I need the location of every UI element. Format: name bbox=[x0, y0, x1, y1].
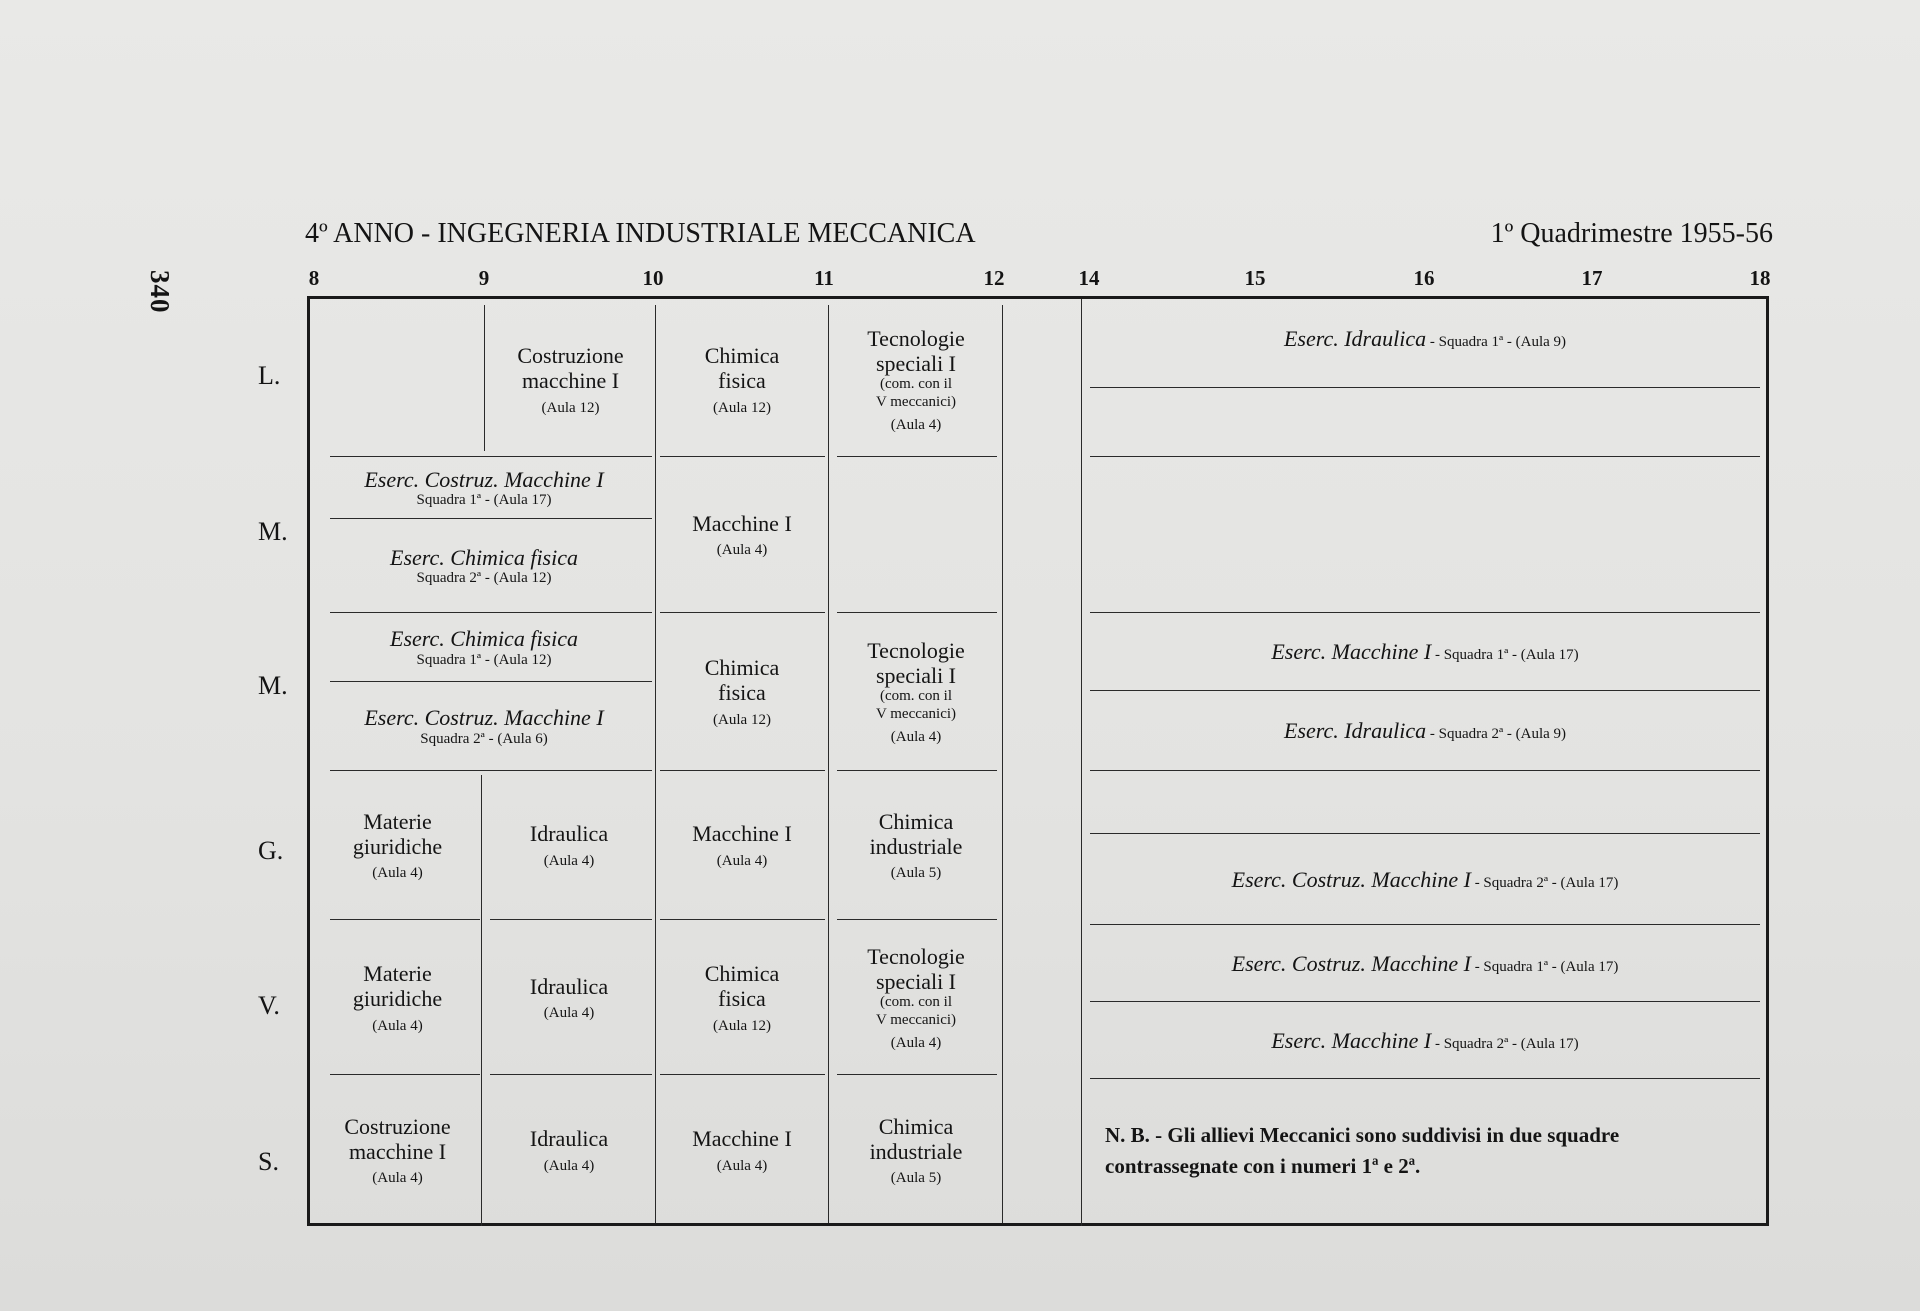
exercise-cell bbox=[1085, 309, 1765, 369]
lesson-subject: Macchine I bbox=[692, 1126, 792, 1152]
lesson-room: (Aula 12) bbox=[541, 399, 600, 416]
grid-line bbox=[1090, 924, 1760, 925]
page-title: 4º ANNO - INGEGNERIA INDUSTRIALE MECCANICA bbox=[305, 218, 976, 249]
exercise-group: Squadra 2ª - (Aula 6) bbox=[420, 730, 548, 747]
day-label-venerdi: V. bbox=[258, 991, 280, 1020]
exercise-cell bbox=[1085, 1004, 1765, 1077]
day-label-lunedi: L. bbox=[258, 361, 281, 390]
grid-line bbox=[1090, 1078, 1760, 1079]
lesson-subject: Chimica bbox=[704, 961, 780, 987]
lesson-cell bbox=[316, 773, 479, 918]
lesson-room: (Aula 5) bbox=[890, 865, 942, 882]
lesson-subject: Tecnologie bbox=[867, 943, 965, 969]
lesson-cell bbox=[831, 1078, 1001, 1223]
hour-label: 16 bbox=[1413, 266, 1435, 290]
lesson-subject: Costruzione bbox=[344, 1113, 451, 1139]
exercise-cell bbox=[316, 615, 652, 680]
lesson-cell bbox=[485, 773, 653, 918]
lesson-room: (Aula 4) bbox=[543, 852, 595, 869]
lesson-subject: Idraulica bbox=[529, 973, 609, 999]
lesson-note: V meccanici) bbox=[875, 393, 957, 410]
grid-line bbox=[1090, 833, 1760, 834]
grid-line bbox=[660, 612, 825, 613]
lesson-subject: Chimica bbox=[704, 655, 780, 681]
hour-label: 14 bbox=[1078, 266, 1100, 290]
grid-line bbox=[490, 1074, 652, 1075]
lesson-room: (Aula 12) bbox=[713, 1017, 771, 1034]
lesson-subject: Tecnologie bbox=[867, 637, 965, 663]
lesson-subject: Idraulica bbox=[529, 1126, 609, 1152]
hour-label: 8 bbox=[308, 266, 320, 290]
lesson-cell bbox=[658, 923, 826, 1073]
exercise-subject: Eserc. Chimica fisica bbox=[390, 626, 578, 652]
exercise-cell bbox=[1085, 615, 1765, 689]
grid-line bbox=[837, 919, 997, 920]
exercise-subject: Eserc. Idraulica bbox=[1283, 326, 1427, 352]
lesson-room: (Aula 4) bbox=[890, 416, 942, 433]
exercise-cell bbox=[1085, 836, 1765, 923]
lesson-cell bbox=[658, 1078, 826, 1223]
day-label-sabato: S. bbox=[258, 1147, 279, 1176]
hour-label: 10 bbox=[642, 266, 664, 290]
exercise-subject: Eserc. Costruz. Macchine I bbox=[364, 466, 604, 492]
grid-line bbox=[1002, 305, 1003, 1223]
grid-line bbox=[1090, 387, 1760, 388]
grid-line bbox=[330, 518, 652, 519]
lesson-subject: Chimica bbox=[704, 343, 780, 369]
lesson-subject: speciali I bbox=[875, 969, 957, 995]
grid-line bbox=[837, 456, 997, 457]
lesson-room: (Aula 4) bbox=[716, 1157, 768, 1174]
grid-line bbox=[330, 1074, 480, 1075]
lesson-subject: fisica bbox=[718, 680, 766, 706]
lesson-cell bbox=[485, 1078, 653, 1223]
lesson-room: (Aula 4) bbox=[543, 1005, 595, 1022]
exercise-cell bbox=[1085, 927, 1765, 1000]
exercise-subject: Eserc. Macchine I bbox=[1271, 1027, 1432, 1053]
hour-label: 17 bbox=[1581, 266, 1603, 290]
hour-label: 18 bbox=[1749, 266, 1771, 290]
grid-line bbox=[828, 305, 829, 1223]
lesson-subject: speciali I bbox=[875, 663, 957, 689]
exercise-subject: Eserc. Costruz. Macchine I bbox=[364, 705, 604, 731]
lesson-subject: giuridiche bbox=[352, 986, 443, 1012]
exercise-subject: Eserc. Chimica fisica bbox=[390, 544, 578, 570]
lesson-note: V meccanici) bbox=[875, 1011, 957, 1028]
grid-line bbox=[484, 305, 485, 451]
grid-line bbox=[1090, 456, 1760, 457]
lesson-subject: industriale bbox=[869, 833, 963, 859]
exercise-group: - Squadra 1ª - (Aula 9) bbox=[1426, 334, 1567, 351]
exercise-group: Squadra 2ª - (Aula 12) bbox=[416, 570, 552, 587]
lesson-cell bbox=[316, 923, 479, 1073]
grid-line bbox=[1081, 299, 1082, 1226]
grid-line bbox=[330, 919, 480, 920]
lesson-room: (Aula 12) bbox=[713, 711, 771, 728]
lesson-cell bbox=[485, 923, 653, 1073]
exercise-subject: Eserc. Macchine I bbox=[1271, 639, 1432, 665]
lesson-cell bbox=[658, 459, 826, 611]
lesson-room: (Aula 4) bbox=[716, 542, 768, 559]
grid-line bbox=[1090, 770, 1760, 771]
grid-line bbox=[660, 919, 825, 920]
lesson-room: (Aula 4) bbox=[890, 728, 942, 745]
grid-line bbox=[837, 612, 997, 613]
exercise-cell bbox=[316, 459, 652, 517]
lesson-subject: Macchine I bbox=[692, 510, 792, 536]
lesson-cell bbox=[831, 615, 1001, 769]
exercise-subject: Eserc. Costruz. Macchine I bbox=[1231, 866, 1471, 892]
exercise-group: - Squadra 2ª - (Aula 17) bbox=[1470, 874, 1619, 891]
exercise-cell bbox=[1085, 693, 1765, 769]
grid-line bbox=[1090, 612, 1760, 613]
exercise-group: - Squadra 2ª - (Aula 9) bbox=[1426, 726, 1567, 743]
lesson-note: (com. con il bbox=[879, 376, 953, 393]
exercise-cell bbox=[316, 521, 652, 611]
day-label-mercoledi: M. bbox=[258, 671, 288, 700]
lesson-subject: Materie bbox=[363, 808, 432, 834]
grid-line bbox=[330, 612, 652, 613]
grid-line bbox=[837, 770, 997, 771]
hour-label: 15 bbox=[1244, 266, 1266, 290]
lesson-cell bbox=[488, 305, 653, 455]
exercise-group: - Squadra 2ª - (Aula 17) bbox=[1431, 1035, 1579, 1052]
exercise-group: Squadra 1ª - (Aula 17) bbox=[416, 492, 552, 509]
lesson-subject: Costruzione bbox=[517, 343, 624, 369]
grid-line bbox=[330, 456, 652, 457]
grid-line bbox=[660, 456, 825, 457]
lesson-room: (Aula 12) bbox=[713, 399, 771, 416]
lesson-subject: Idraulica bbox=[529, 821, 609, 847]
grid-line bbox=[1090, 1001, 1760, 1002]
lesson-subject: speciali I bbox=[875, 351, 957, 377]
hour-label: 11 bbox=[814, 266, 834, 290]
footnote-text: N. B. - Gli allievi Meccanici sono suddivisi in due squadre contrassegnate con i numeri 1ª e 2ª. bbox=[1105, 1122, 1620, 1178]
exercise-subject: Eserc. Idraulica bbox=[1283, 718, 1427, 744]
grid-line bbox=[660, 1074, 825, 1075]
lesson-subject: macchine I bbox=[348, 1138, 447, 1164]
lesson-subject: fisica bbox=[718, 986, 766, 1012]
lesson-room: (Aula 4) bbox=[716, 852, 768, 869]
lesson-room: (Aula 4) bbox=[890, 1034, 942, 1051]
day-label-giovedi: G. bbox=[258, 836, 284, 865]
page-number: 340 bbox=[145, 270, 175, 314]
lesson-room: (Aula 4) bbox=[543, 1157, 595, 1174]
lesson-subject: Chimica bbox=[878, 1113, 954, 1139]
exercise-group: Squadra 1ª - (Aula 12) bbox=[416, 651, 552, 668]
grid-line bbox=[481, 775, 482, 1226]
lesson-note: V meccanici) bbox=[875, 705, 957, 722]
lesson-cell bbox=[658, 615, 826, 769]
lesson-cell bbox=[831, 773, 1001, 918]
hour-label: 9 bbox=[478, 266, 490, 290]
exercise-group: - Squadra 1ª - (Aula 17) bbox=[1431, 647, 1579, 664]
footnote-cell bbox=[1100, 1081, 1760, 1221]
lesson-subject: Materie bbox=[363, 961, 432, 987]
exercise-group: - Squadra 1ª - (Aula 17) bbox=[1470, 958, 1619, 975]
grid-line bbox=[330, 770, 652, 771]
hour-label: 12 bbox=[983, 266, 1005, 290]
lesson-subject: Tecnologie bbox=[867, 325, 965, 351]
lesson-subject: macchine I bbox=[521, 368, 620, 394]
lesson-cell bbox=[658, 305, 826, 455]
day-label-martedi: M. bbox=[258, 517, 288, 546]
term-label: 1º Quadrimestre 1955-56 bbox=[1490, 218, 1773, 249]
lesson-subject: giuridiche bbox=[352, 833, 443, 859]
lesson-room: (Aula 4) bbox=[372, 1170, 423, 1187]
grid-line bbox=[490, 919, 652, 920]
grid-line bbox=[1090, 690, 1760, 691]
lesson-note: (com. con il bbox=[879, 994, 953, 1011]
lesson-room: (Aula 5) bbox=[890, 1170, 942, 1187]
lesson-subject: industriale bbox=[869, 1138, 963, 1164]
lesson-room: (Aula 4) bbox=[372, 865, 423, 882]
lesson-room: (Aula 4) bbox=[372, 1017, 423, 1034]
grid-line bbox=[655, 305, 656, 1223]
grid-line bbox=[837, 1074, 997, 1075]
timetable-grid bbox=[307, 296, 1769, 1226]
lesson-subject: Macchine I bbox=[692, 821, 792, 847]
grid-line bbox=[330, 681, 652, 682]
lesson-note: (com. con il bbox=[879, 688, 953, 705]
lesson-subject: Chimica bbox=[878, 808, 954, 834]
exercise-cell bbox=[316, 684, 652, 769]
lesson-cell bbox=[658, 773, 826, 918]
lesson-subject: fisica bbox=[718, 368, 766, 394]
lesson-cell bbox=[831, 923, 1001, 1073]
exercise-subject: Eserc. Costruz. Macchine I bbox=[1231, 950, 1471, 976]
grid-line bbox=[660, 770, 825, 771]
lesson-cell bbox=[831, 305, 1001, 455]
lesson-cell bbox=[316, 1078, 479, 1223]
